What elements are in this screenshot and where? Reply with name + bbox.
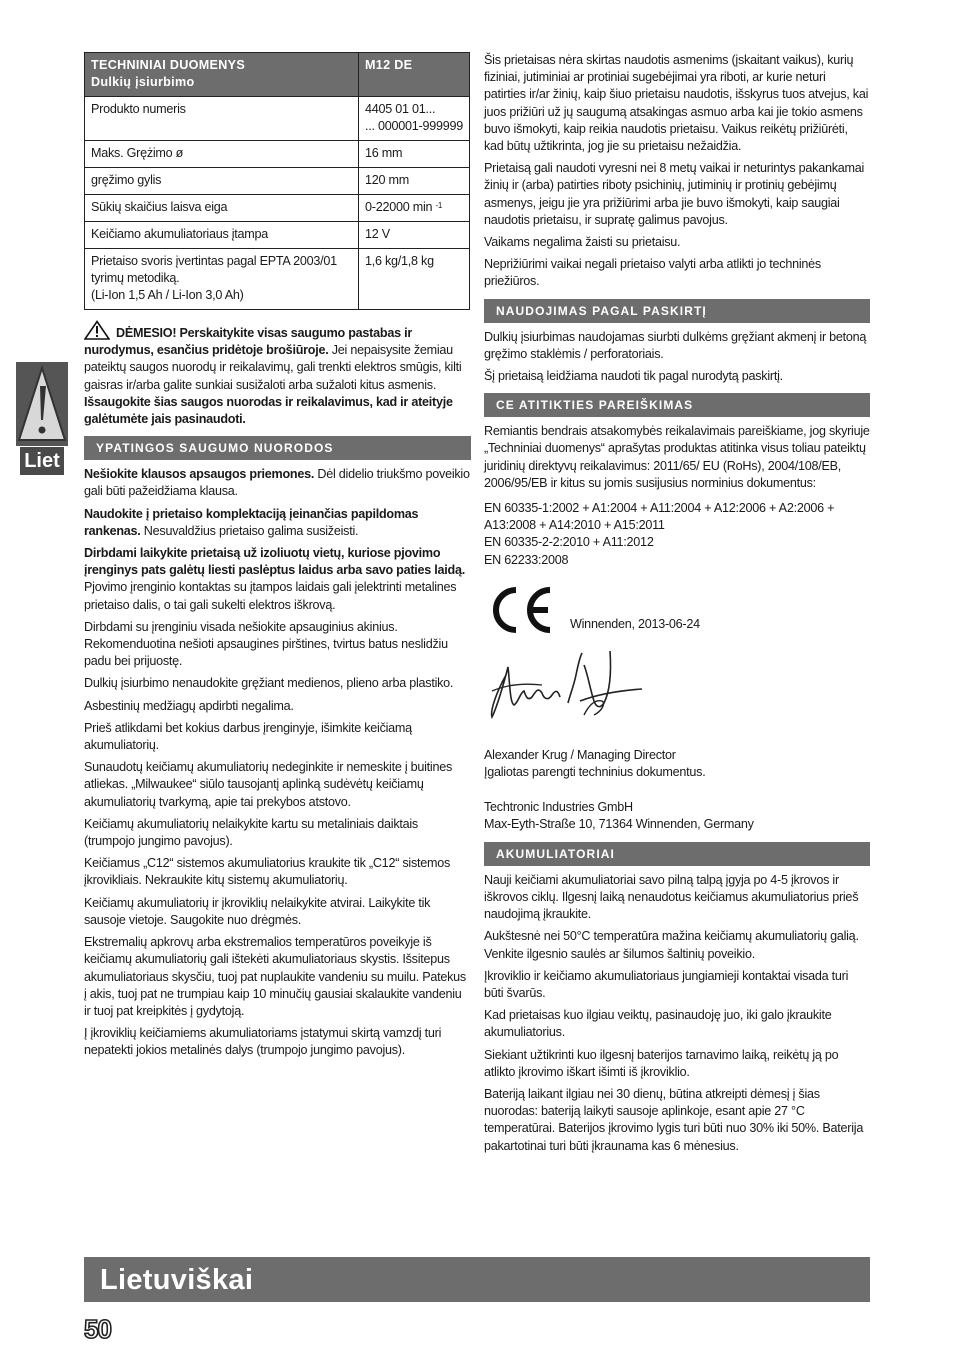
table-row: [85, 195, 470, 222]
row-value: 1,6 kg/1,8 kg: [359, 249, 470, 310]
table-row: [85, 222, 470, 249]
paragraph: Dulkių įsiurbimas naudojamas siurbti dulkėms gręžiant akmenį ir betoną gręžimo staklėmis / perforatoriais.: [484, 329, 867, 361]
row-label: Prietaiso svoris įvertintas pagal EPTA 2003/01 tyrimų metodiką. (Li-Ion 1,5 Ah / Li-Ion 3,0 Ah): [85, 249, 359, 310]
signature-image: [484, 645, 870, 741]
section-header-batteries: AKUMULIATORIAI: [484, 842, 870, 866]
paragraph: Keičiamų akumuliatorių nelaikykite kartu su metaliniais daiktais (trumpojo jungimo pavojus).: [84, 816, 418, 849]
left-column: [84, 52, 471, 1065]
paragraph: Įkroviklio ir keičiamo akumuliatoriaus jungiamieji kontaktai visada turi būti švarūs.: [484, 968, 849, 1000]
paragraph: Naudokite į prietaiso komplektaciją įeinančias papildomas rankenas. Nesuvaldžius prietaiso galima susižeisti.: [84, 506, 419, 538]
paragraph: Sunaudotų keičiamų akumuliatorių nedeginkite ir nemeskite į buitines atliekas. „Milwaukee“ siūlo tausojantį aplinką sudėvėtų keičiamų akumuliatorių tvarkymą, apie tai prekybos atstovo.: [84, 760, 453, 809]
table-header-model: M12 DE: [359, 53, 470, 97]
row-label: Produkto numeris: [85, 97, 359, 141]
paragraph: Kad prietaisas kuo ilgiau veiktų, pasinaudoję juo, iki galo įkraukite akumuliatorius.: [484, 1008, 832, 1040]
section-header-intended-use: NAUDOJIMAS PAGAL PASKIRTĮ: [484, 299, 870, 323]
safety-warning: DĖMESIO! Perskaitykite visas saugumo pastabas ir nurodymus, esančius pridėtoje brošiūroje. Jei nepaisysite žemiau pateiktų saugos nuorodų ir reikalavimų, gali trenkti elektros smūgis, kilti gaisras ir/arba galite sunkiai susižaloti arba sužaloti kitus asmenis. Išsaugokite šias saugos nuorodas ir reikalavimus, kad ir ateityje galėtumėte jais pasinaudoti.: [84, 320, 471, 428]
paragraph: Prieš atlikdami bet kokius darbus įrenginyje, išimkite keičiamą akumuliatorių.: [84, 720, 412, 753]
paragraph: Siekiant užtikrinti kuo ilgesnį baterijos tarnavimo laiką, reikėtų ją po atlikto įkrovimo iškart išimti iš įkroviklio.: [484, 1047, 839, 1079]
ce-place-date: Winnenden, 2013-06-24: [570, 616, 700, 631]
language-label: Liet: [16, 446, 68, 476]
section-header-ce-declaration: CE ATITIKTIES PAREIŠKIMAS: [484, 393, 870, 417]
ce-row: [484, 585, 870, 639]
warning-triangle-icon: [84, 320, 110, 340]
paragraph: Vaikams negalima žaisti su prietaisu.: [484, 235, 681, 250]
paragraph: Nešiokite klausos apsaugos priemones. Dėl didelio triukšmo poveikio gali būti pažeidžiama klausa.: [84, 467, 470, 499]
paragraph: Dulkių įsiurbimo nenaudokite gręžiant medienos, plieno arba plastiko.: [84, 676, 454, 691]
paragraph: Prietaisą gali naudoti vyresni nei 8 metų vaikai ir neturintys pakankamai žinių ir (arba) patirties riboty psichinių, jutiminių ir protinių gebėjimų asmenys, jeigu jie yra prižiūrimi arba jie buvo išmokyti, kaip saugiai naudotis prietaisu, ir supratę galimus pavojus.: [484, 161, 865, 227]
paragraph: Į įkroviklių keičiamiems akumuliatoriams įstatymui skirtą vamzdį turi nepatekti jokios metalinės dalys (trumpojo jungimo pavojus).: [84, 1026, 442, 1058]
standards-list: EN 60335-1:2002 + A1:2004 + A11:2004 + A12:2006 + A2:2006 + A13:2008 + A14:2010 + A15:2011 EN 60335-2-2:2010 + A11:2012 EN 62233:2008: [484, 501, 835, 567]
row-value: 16 mm: [359, 141, 470, 168]
paragraph: Nauji keičiami akumuliatoriai savo pilną talpą įgyja po 4-5 įkrovos ir iškrovos ciklų. Ilgesnį laiką nenaudotus keičiamus akumuliatorius prieš naudojimą įkraukite.: [484, 872, 859, 922]
company-address: Max-Eyth-Straße 10, 71364 Winnenden, Germany: [484, 817, 754, 832]
paragraph: Keičiamų akumuliatorių ir įkroviklių nelaikykite atvirai. Laikykite tik sausoje vietoje. Saugokite nuo drėgmės.: [84, 895, 431, 927]
table-subtitle: Dulkių įsiurbimo: [91, 75, 195, 89]
paragraph: Dirbdami su įrenginiu visada nešiokite apsauginius akinius. Rekomenduotina nešioti apsaugines pirštines, tvirtus batus neslidžiu padu bei prijuostę.: [84, 619, 448, 669]
table-header-left: [85, 53, 359, 97]
company-name: Techtronic Industries GmbH: [484, 800, 633, 815]
paragraph: Dirbdami laikykite prietaisą už izoliuotų vietų, kuriose pjovimo įrenginys pats galėtų liesti paslėptus laidus arba savo paties laidą. Pjovimo įrenginio kontaktas su įtampos laidais gali įelektrinti metalines prietaiso dalis, o tai gali sukelti elektros iškrovą.: [84, 546, 465, 612]
table-row: [85, 141, 470, 168]
section-header-safety: YPATINGOS SAUGUMO NUORODOS: [84, 436, 471, 460]
row-value: 4405 01 01... ... 000001-999999: [359, 97, 470, 141]
paragraph: Bateriją laikant ilgiau nei 30 dienų, būtina atkreipti dėmesį į šias nuorodas: bateriją laikyti sausoje aplinkoje, esant apie 27 °C temperatūrai. Baterijos įkrovimo lygis turi būti nuo 30% iki 50%. Baterija pakartotinai turi būti įkraunama kas 6 mėnesius.: [484, 1086, 864, 1153]
signer-name: Alexander Krug / Managing Director: [484, 747, 676, 762]
paragraph: Aukštesnė nei 50°C temperatūra mažina keičiamų akumuliatorių galią. Venkite ilgesnio saulės ar šilumos šaltinių poveikio.: [484, 929, 859, 961]
row-label: Sūkių skaičius laisva eiga: [85, 195, 359, 222]
table-header-row: [85, 53, 470, 97]
footer-language-title: Lietuviškai: [100, 1264, 254, 1296]
signer-role: Įgaliotas parengti techninius dokumentus.: [484, 765, 706, 780]
paragraph: Asbestinių medžiagų apdirbti negalima.: [84, 698, 294, 713]
table-row: [85, 249, 470, 310]
row-label: Maks. Grężimo ø: [85, 141, 359, 168]
row-value: 0-22000 min $^{-1}$: [359, 195, 470, 222]
footer-language-bar: [84, 1257, 870, 1302]
row-label: Keičiamo akumuliatoriaus įtampa: [85, 222, 359, 249]
ce-mark-icon: [486, 585, 554, 635]
page-number: 50: [84, 1314, 111, 1344]
language-side-tab: [16, 362, 68, 476]
right-column: [484, 52, 870, 1160]
paragraph: Ekstremalių apkrovų arba ekstremalios temperatūros poveikyje iš keičiamų akumuliatorių gali ištekėti akumuliatoriaus skystis. Išsitepus akumuliatoriaus skysčiu, tuoj pat nuplaukite vandeniu su muilu. Patekus į akis, tuoj pat ne trumpiau kaip 10 minučių gausiai skalaukite vandeniu ir tuoj pat kreipkitės į gydytoją.: [84, 935, 466, 1018]
paragraph: Keičiamus „C12“ sistemos akumuliatorius kraukite tik „C12“ sistemos įkrovikliais. Nekraukite kitų sistemų akumuliatorių.: [84, 856, 451, 888]
paragraph: Remiantis bendrais atsakomybės reikalavimais pareiškiame, jog skyriuje „Techniniai duomenys“ aprašytas produktas atitinka visus toliau pateiktų juridinių direktyvų reikalavimus: 2011/65/ EU (RoHs), 2004/108/EB, 2006/95/EB ir kitus su jomis susijusius norminius dokumentus:: [484, 424, 870, 490]
row-value: 120 mm: [359, 168, 470, 195]
row-value: 12 V: [359, 222, 470, 249]
table-row: [85, 97, 470, 141]
paragraph: Neprižiūrimi vaikai negali prietaiso valyti arba atlikti jo techninės priežiūros.: [484, 257, 821, 289]
warning-exclamation-icon: [16, 362, 68, 446]
paragraph: Šis prietaisas nėra skirtas naudotis asmenims (įskaitant vaikus), kurių fiziniai, jutiminiai ar protiniai sugebėjimai yra riboti, ar kurie neturi patirties ir/ar žinių, kaip šiuo prietaisu naudotis, išskyrus tuos atvejus, kai juos prižiūri už jų saugumą atsakingas asmuo arba kai jie tokio asmens buvo išmokyti, kaip reikia naudotis prietaisu. Vaikus reikėtų prižiūrėti, kad būtų užtikrinta, jog jie su prietaisu nežaidžia.: [484, 53, 869, 154]
row-label: gręžimo gylis: [85, 168, 359, 195]
table-title: TECHNINIAI DUOMENYS: [91, 58, 246, 72]
paragraph: Šį prietaisą leidžiama naudoti tik pagal nurodytą paskirtį.: [484, 369, 783, 384]
table-row: [85, 168, 470, 195]
technical-data-table: [84, 52, 470, 310]
